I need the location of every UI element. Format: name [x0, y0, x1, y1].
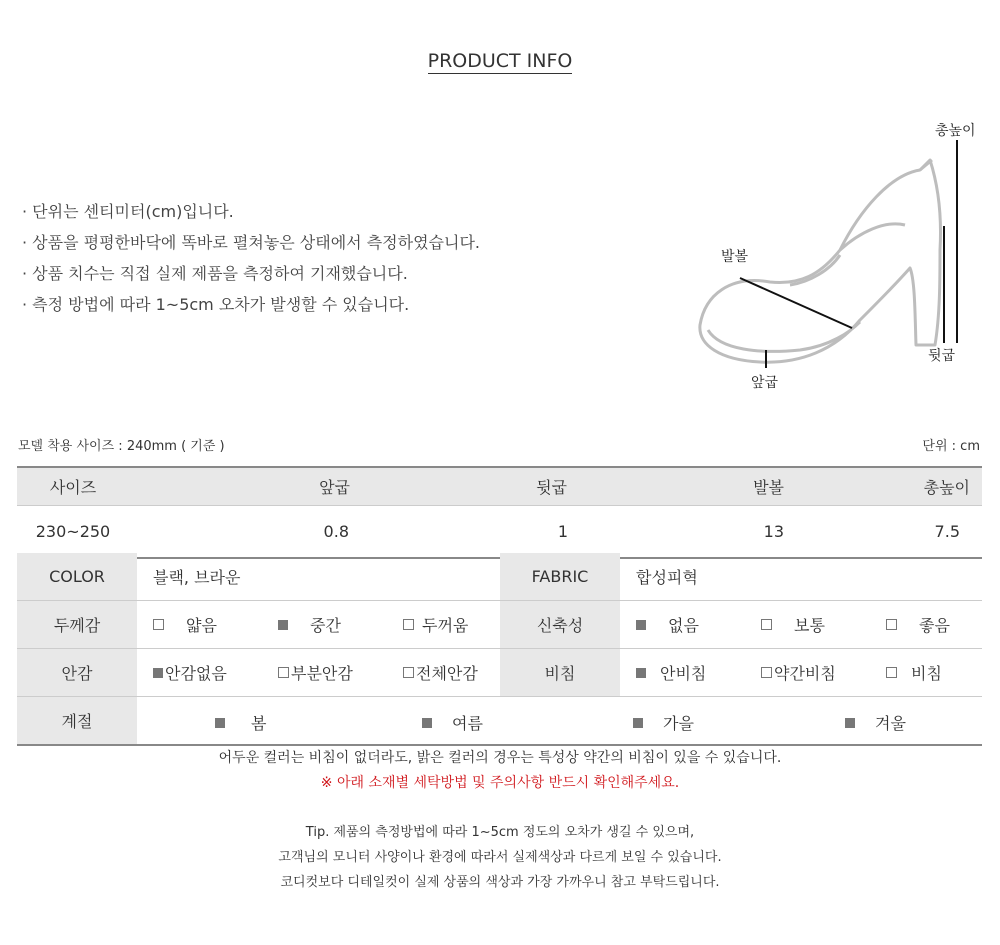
checkbox-empty-icon — [403, 667, 414, 678]
table-row — [17, 649, 982, 697]
heel-label: 뒷굽 — [928, 348, 956, 364]
table-row — [17, 553, 982, 601]
column-header: 앞굽 — [129, 467, 351, 506]
unit-label: 단위 : cm — [922, 439, 980, 454]
option-label: 부분안감 — [291, 664, 353, 683]
option-label: 비침 — [911, 664, 942, 683]
washing-warning: ※ 아래 소재별 세탁방법 및 주의사항 반드시 확인해주세요. — [320, 775, 680, 791]
ball-label: 발볼 — [721, 249, 749, 265]
option-label: 없음 — [668, 616, 699, 635]
table-cell: 0.8 — [129, 506, 351, 559]
tip-line: 코디컷보다 디테일컷이 실제 상품의 색상과 가장 가까우니 참고 부탁드립니다. — [280, 875, 720, 890]
spec-table — [17, 553, 982, 746]
option-label: 가을 — [663, 714, 694, 733]
checkbox-empty-icon — [886, 619, 897, 630]
option-label: 겨울 — [875, 714, 906, 733]
thickness-label: 두께감 — [17, 601, 137, 649]
ball-measure-line — [740, 278, 852, 328]
color-value: 블랙, 브라운 — [137, 553, 500, 601]
fabric-value: 합성피혁 — [620, 553, 982, 601]
option-label: 두꺼움 — [422, 616, 469, 635]
column-header: 사이즈 — [17, 467, 129, 506]
size-table-header — [17, 467, 982, 506]
sheer-label: 비침 — [500, 649, 620, 697]
checkbox-empty-icon — [403, 619, 414, 630]
option-label: 약간비침 — [774, 664, 836, 683]
column-header: 뒷굽 — [351, 467, 568, 506]
column-header: 발볼 — [568, 467, 785, 506]
checkbox-filled-icon — [153, 668, 163, 678]
page-title: PRODUCT INFO — [427, 50, 573, 72]
checkbox-filled-icon — [633, 718, 643, 728]
table-cell: 13 — [568, 506, 785, 559]
color-label: COLOR — [17, 553, 137, 601]
option-label: 보통 — [794, 616, 825, 635]
checkbox-filled-icon — [278, 620, 288, 630]
checkbox-empty-icon — [761, 619, 772, 630]
note-item: · 측정 방법에 따라 1~5cm 오차가 발생할 수 있습니다. — [22, 295, 410, 314]
option-label: 여름 — [452, 714, 483, 733]
checkbox-empty-icon — [153, 619, 164, 630]
table-row — [17, 697, 982, 746]
measurement-notes — [22, 196, 480, 320]
option-label: 얇음 — [186, 616, 217, 635]
stretch-label: 신축성 — [500, 601, 620, 649]
option-label: 안비침 — [660, 664, 707, 683]
checkbox-filled-icon — [422, 718, 432, 728]
total-height-label: 총높이 — [935, 123, 976, 139]
option-label: 봄 — [251, 714, 267, 733]
table-row — [17, 506, 982, 559]
tip-line: 고객님의 모니터 사양이나 환경에 따라서 실제색상과 다르게 보일 수 있습니다. — [278, 850, 722, 865]
tip-line: Tip. 제품의 측정방법에 따라 1~5cm 정도의 오차가 생길 수 있으며, — [305, 825, 695, 840]
table-cell: 1 — [351, 506, 568, 559]
option-label: 전체안감 — [416, 664, 478, 683]
season-options — [137, 698, 982, 743]
size-table — [17, 466, 982, 559]
checkbox-filled-icon — [845, 718, 855, 728]
front-label: 앞굽 — [751, 375, 779, 391]
checkbox-filled-icon — [636, 620, 646, 630]
note-item: · 상품 치수는 직접 실제 제품을 측정하여 기재했습니다. — [22, 264, 408, 283]
fabric-label: FABRIC — [500, 553, 620, 601]
note-item: · 단위는 센티미터(cm)입니다. — [22, 202, 234, 221]
checkbox-filled-icon — [636, 668, 646, 678]
column-header: 총높이 — [785, 467, 982, 506]
option-label: 안감없음 — [165, 664, 227, 683]
option-label: 좋음 — [919, 616, 950, 635]
table-row — [17, 601, 982, 649]
table-cell: 230~250 — [17, 506, 129, 559]
checkbox-filled-icon — [215, 718, 225, 728]
checkbox-empty-icon — [278, 667, 289, 678]
model-size: 모델 착용 사이즈 : 240mm ( 기준 ) — [18, 439, 225, 454]
lining-label: 안감 — [17, 649, 137, 697]
checkbox-empty-icon — [761, 667, 772, 678]
sheer-notice: 어두운 컬러는 비침이 없더라도, 밝은 컬러의 경우는 특성상 약간의 비침이 있을 수 있습니다. — [218, 750, 782, 766]
note-item: · 상품을 평평한바닥에 똑바로 펼쳐놓은 상태에서 측정하였습니다. — [22, 233, 481, 252]
option-label: 중간 — [310, 616, 341, 635]
table-cell: 7.5 — [785, 506, 982, 559]
season-label: 계절 — [17, 697, 137, 746]
checkbox-empty-icon — [886, 667, 897, 678]
